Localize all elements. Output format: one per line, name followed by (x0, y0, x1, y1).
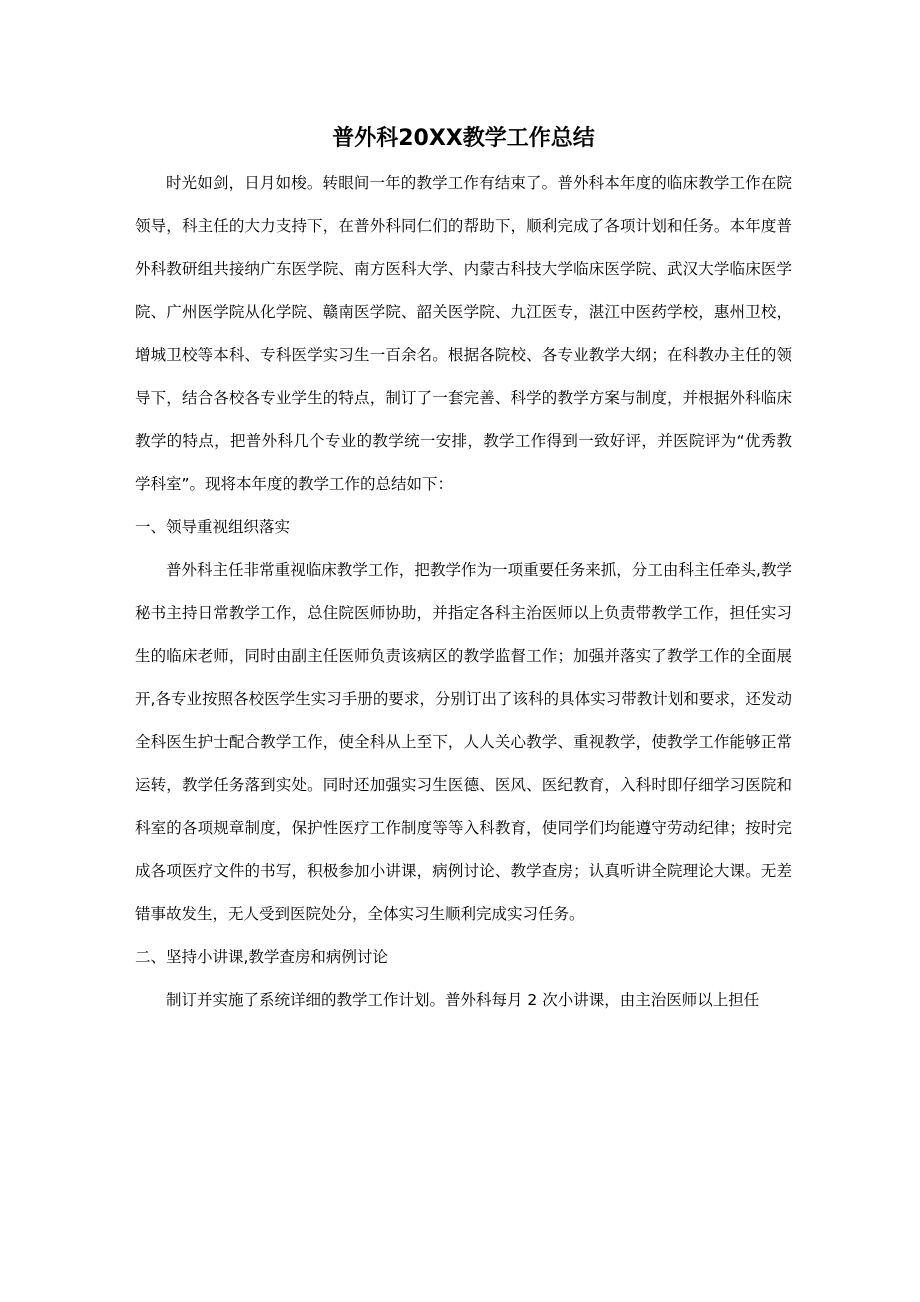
document-title: 普外科20XX教学工作总结 (332, 126, 595, 151)
intro-paragraph: 时光如剑，日月如梭。转眼间一年的教学工作有结束了。普外科本年度的临床教学工作在院领导，科主任的大力支持下，在普外科同仁们的帮助下，顺利完成了各项计划和任务。本年度普外科教研组共接纳广东医学院、南方医科大学、内蒙古科技大学临床医学院、武汉大学临床医学院、广州医学院从化学院、赣南医学院、韶关医学院、九江医专，湛江中医药学校，惠州卫校，增城卫校等本科、专科医学实习生一百余名。根据各院校、各专业教学大纲；在科教办主任的领导下，结合各校各专业学生的特点，制订了一套完善、科学的教学方案与制度，并根据外科临床教学的特点，把普外科几个专业的教学统一安排，教学工作得到一致好评，并医院评为“优秀教学科室”。现将本年度的教学工作的总结如下： (135, 174, 792, 493)
section-2-heading: 二、坚持小讲课,教学查房和病例讨论 (135, 948, 388, 966)
section-2-paragraph: 制订并实施了系统详细的教学工作计划。普外科每月 2 次小讲课，由主治医师以上担任 (166, 991, 760, 1009)
section-1-heading: 一、领导重视组织落实 (135, 518, 291, 536)
document-body (135, 162, 792, 1022)
section-1-paragraph: 普外科主任非常重视临床教学工作，把教学作为一项重要任务来抓，分工由科主任牵头,教学秘书主持日常教学工作，总住院医师协助，并指定各科主治医师以上负责带教学工作，担任实习生的临床老师，同时由副主任医师负责该病区的教学监督工作；加强并落实了教学工作的全面展开,各专业按照各校医学生实习手册的要求，分别订出了该科的具体实习带教计划和要求，还发动全科医生护士配合教学工作，使全科从上至下，人人关心教学、重视教学，使教学工作能够正常运转，教学任务落到实处。同时还加强实习生医德、医风、医纪教育，入科时即仔细学习医院和科室的各项规章制度，保护性医疗工作制度等等入科教育，使同学们均能遵守劳动纪律；按时完成各项医疗文件的书写，积极参加小讲课，病例讨论、教学查房；认真听讲全院理论大课。无差错事故发生，无人受到医院处分，全体实习生顺利完成实习任务。 (135, 561, 792, 923)
